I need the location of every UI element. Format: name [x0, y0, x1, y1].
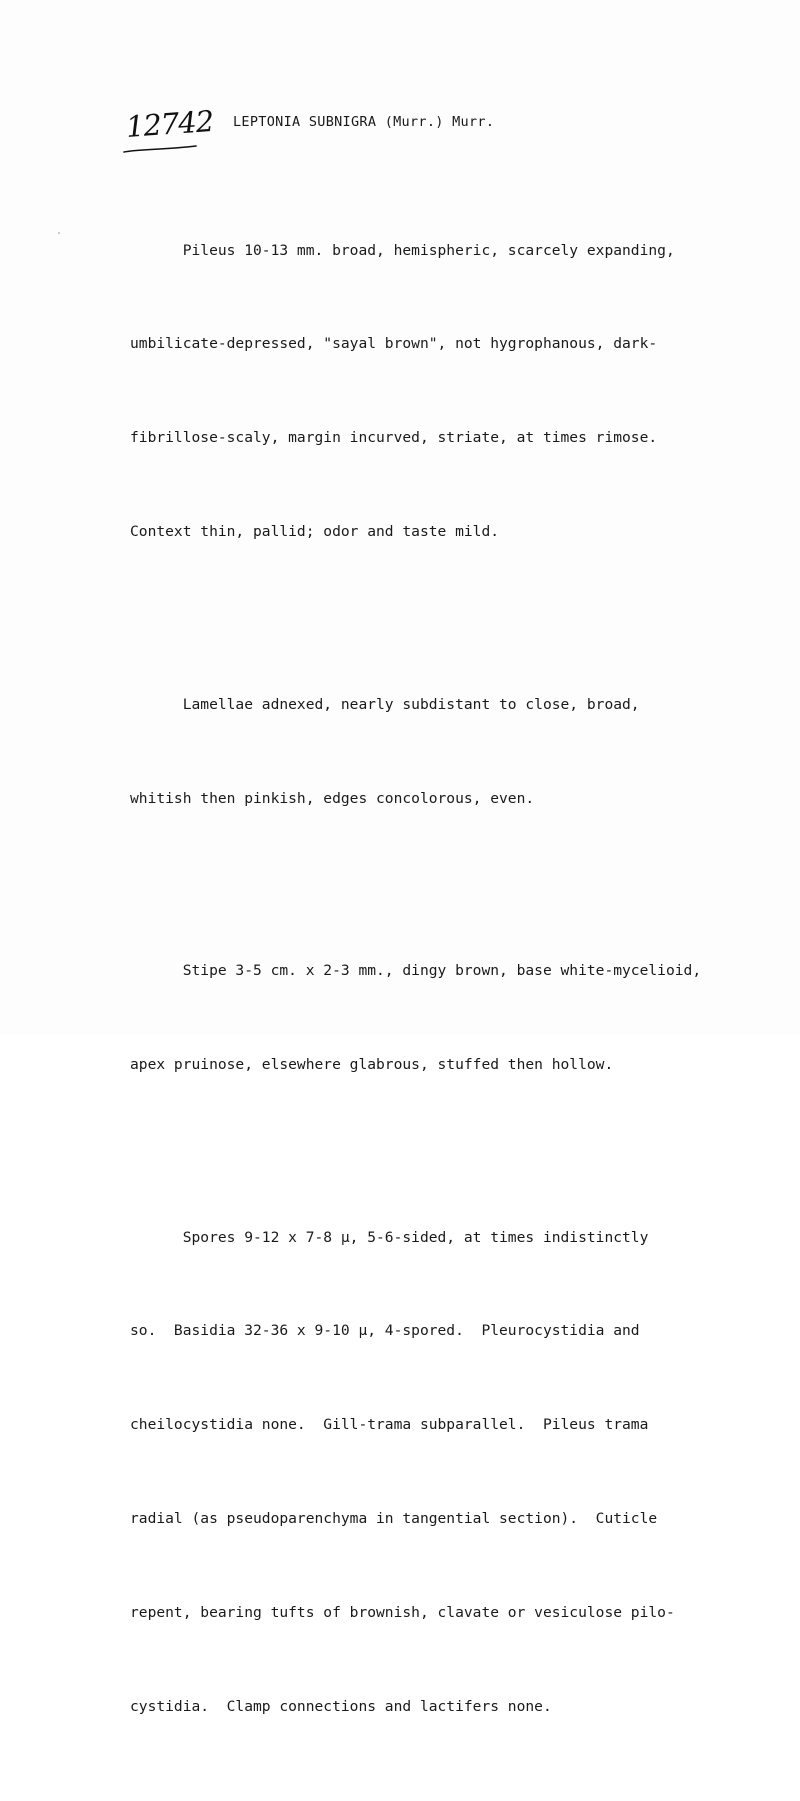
- text-line: cheilocystidia none. Gill-trama subparallel. Pileus trama: [130, 1416, 649, 1434]
- text-line: Context thin, pallid; odor and taste mild.: [130, 523, 500, 541]
- text-line: cystidia. Clamp connections and lactifers none.: [130, 1697, 552, 1715]
- description-body: [130, 172, 760, 1801]
- text-line: umbilicate-depressed, "sayal brown", not hygrophanous, dark-: [130, 335, 658, 353]
- text-line: fibrillose-scaly, margin incurved, striate, at times rimose.: [130, 429, 658, 447]
- text-line: so. Basidia 32-36 x 9-10 µ, 4-spored. Pleurocystidia and: [130, 1322, 640, 1340]
- text-line: Lamellae adnexed, nearly subdistant to close, broad,: [130, 695, 640, 713]
- microscopy-paragraph: [130, 1159, 760, 1785]
- text-line: Stipe 3-5 cm. x 2-3 mm., dingy brown, base white-mycelioid,: [130, 962, 702, 980]
- handwritten-underline: [122, 144, 198, 156]
- text-line: whitish then pinkish, edges concolorous, even.: [130, 789, 535, 807]
- paper-speck: [58, 232, 60, 234]
- pileus-paragraph: [130, 172, 760, 610]
- text-line: repent, bearing tufts of brownish, clavate or vesiculose pilo-: [130, 1604, 675, 1622]
- stipe-paragraph: [130, 893, 760, 1143]
- lamellae-paragraph: [130, 626, 760, 876]
- handwritten-catalog-number: 12742: [124, 103, 215, 144]
- text-line: radial (as pseudoparenchyma in tangential section). Cuticle: [130, 1510, 658, 1528]
- document-header: [120, 103, 760, 158]
- text-line: Spores 9-12 x 7-8 µ, 5-6-sided, at times indistinctly: [130, 1228, 649, 1246]
- species-title: LEPTONIA SUBNIGRA (Murr.) Murr.: [233, 114, 495, 130]
- text-line: Pileus 10-13 mm. broad, hemispheric, scarcely expanding,: [130, 241, 675, 259]
- text-line: apex pruinose, elsewhere glabrous, stuffed then hollow.: [130, 1056, 614, 1074]
